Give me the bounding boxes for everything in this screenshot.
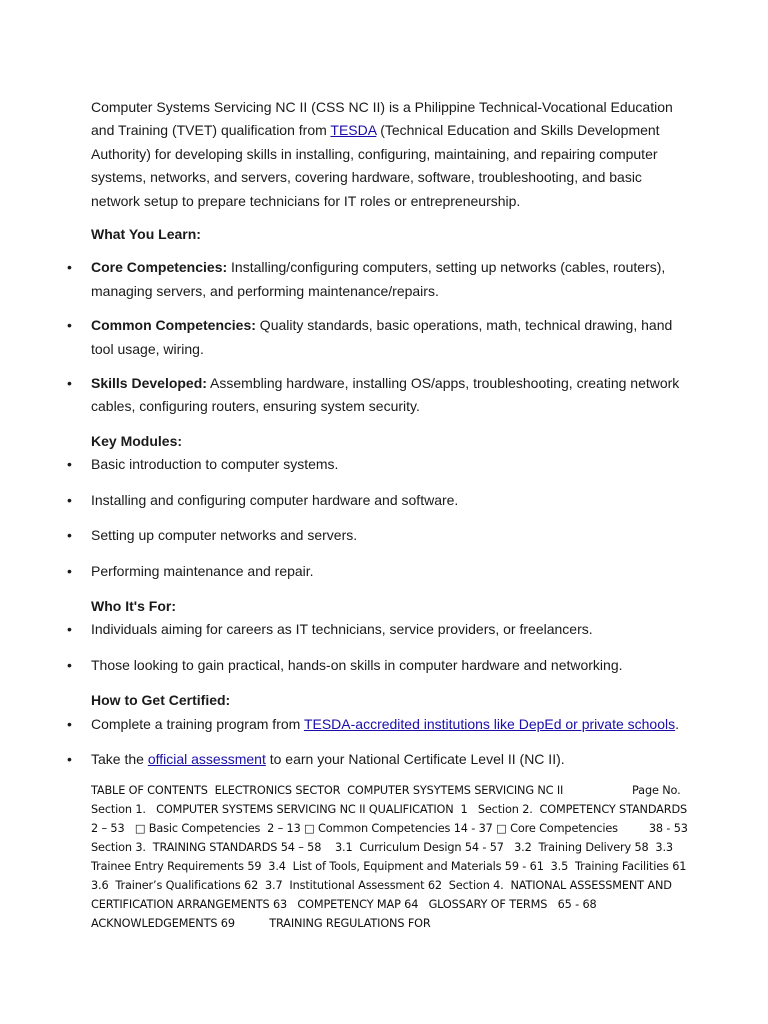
- tesda-link[interactable]: TESDA: [330, 122, 377, 139]
- table-of-contents-text: TABLE OF CONTENTS ELECTRONICS SECTOR COMPUTER SYSYTEMS SERVICING NC II Page No. Section 1. COMPUTER SYSTEMS SERVICING NC II QUALIFICATION 1 Section 2. COMPETENCY STANDARDS 2 – 53 □ Basic Competencies 2 – 13 □ Common Competencies 14 - 37 □ Core Competencies 38 - 53 Section 3. TRAINING STANDARDS 54 – 58 3.1 Curriculum Design 54 - 57 3.2 Training Delivery 58 3.3 Trainee Entry Requirements 59 3.4 List of Tools, Equipment and Materials 59 - 61 3.5 Training Facilities 61 3.6 Trainer’s Qualifications 62 3.7 Institutional Assessment 62 Section 4. NATIONAL ASSESSMENT AND CERTIFICATION ARRANGEMENTS 63 COMPETENCY MAP 64 GLOSSARY OF TERMS 65 - 68 ACKNOWLEDGEMENTS 69 TRAINING REGULATIONS FOR: [91, 784, 702, 931]
- key-modules-heading: Key Modules:: [91, 432, 183, 449]
- list-item: • Basic introduction to computer systems.: [91, 453, 691, 476]
- certified-list: [91, 713, 691, 772]
- list-item: • Take the official assessment to earn your National Certificate Level II (NC II).: [91, 748, 691, 771]
- intro-paragraph: Computer Systems Servicing NC II (CSS NC II) is a Philippine Technical-Vocational Education and Training (TVET) qualification from TESDA (Technical Education and Skills Development Authority) for developing skills in installing, configuring, maintaining, and repairing computer systems, networks, and servers, covering hardware, software, troubleshooting, and basic network setup to prepare technicians for IT roles or entrepreneurship.: [91, 99, 673, 209]
- list-item: • Skills Developed: Assembling hardware, installing OS/apps, troubleshooting, creating network cables, configuring routers, ensuring system security.: [91, 372, 691, 419]
- list-item: • Common Competencies: Quality standards, basic operations, math, technical drawing, hand tool usage, wiring.: [91, 314, 691, 361]
- who-its-for-heading: Who It's For:: [91, 597, 176, 614]
- audience-list: [91, 618, 691, 677]
- learn-list: [91, 256, 691, 418]
- list-item: • Those looking to gain practical, hands-on skills in computer hardware and networking.: [91, 654, 691, 677]
- list-item: • Individuals aiming for careers as IT technicians, service providers, or freelancers.: [91, 618, 691, 641]
- tesda-accredited-link[interactable]: TESDA-accredited institutions like DepEd or private schools: [303, 715, 676, 732]
- document-body: [91, 96, 702, 933]
- how-to-get-certified-heading: How to Get Certified:: [91, 692, 231, 709]
- list-item: • Performing maintenance and repair.: [91, 560, 691, 583]
- what-you-learn-heading: What You Learn:: [91, 226, 201, 243]
- list-item: • Setting up computer networks and servers.: [91, 524, 691, 547]
- list-item: • Core Competencies: Installing/configuring computers, setting up networks (cables, routers), managing servers, and performing maintenance/repairs.: [91, 256, 691, 303]
- modules-list: [91, 453, 691, 583]
- list-item: • Complete a training program from TESDA-accredited institutions like DepEd or private schools.: [91, 713, 691, 736]
- official-assessment-link[interactable]: official assessment: [147, 750, 266, 767]
- list-item: • Installing and configuring computer hardware and software.: [91, 489, 691, 512]
